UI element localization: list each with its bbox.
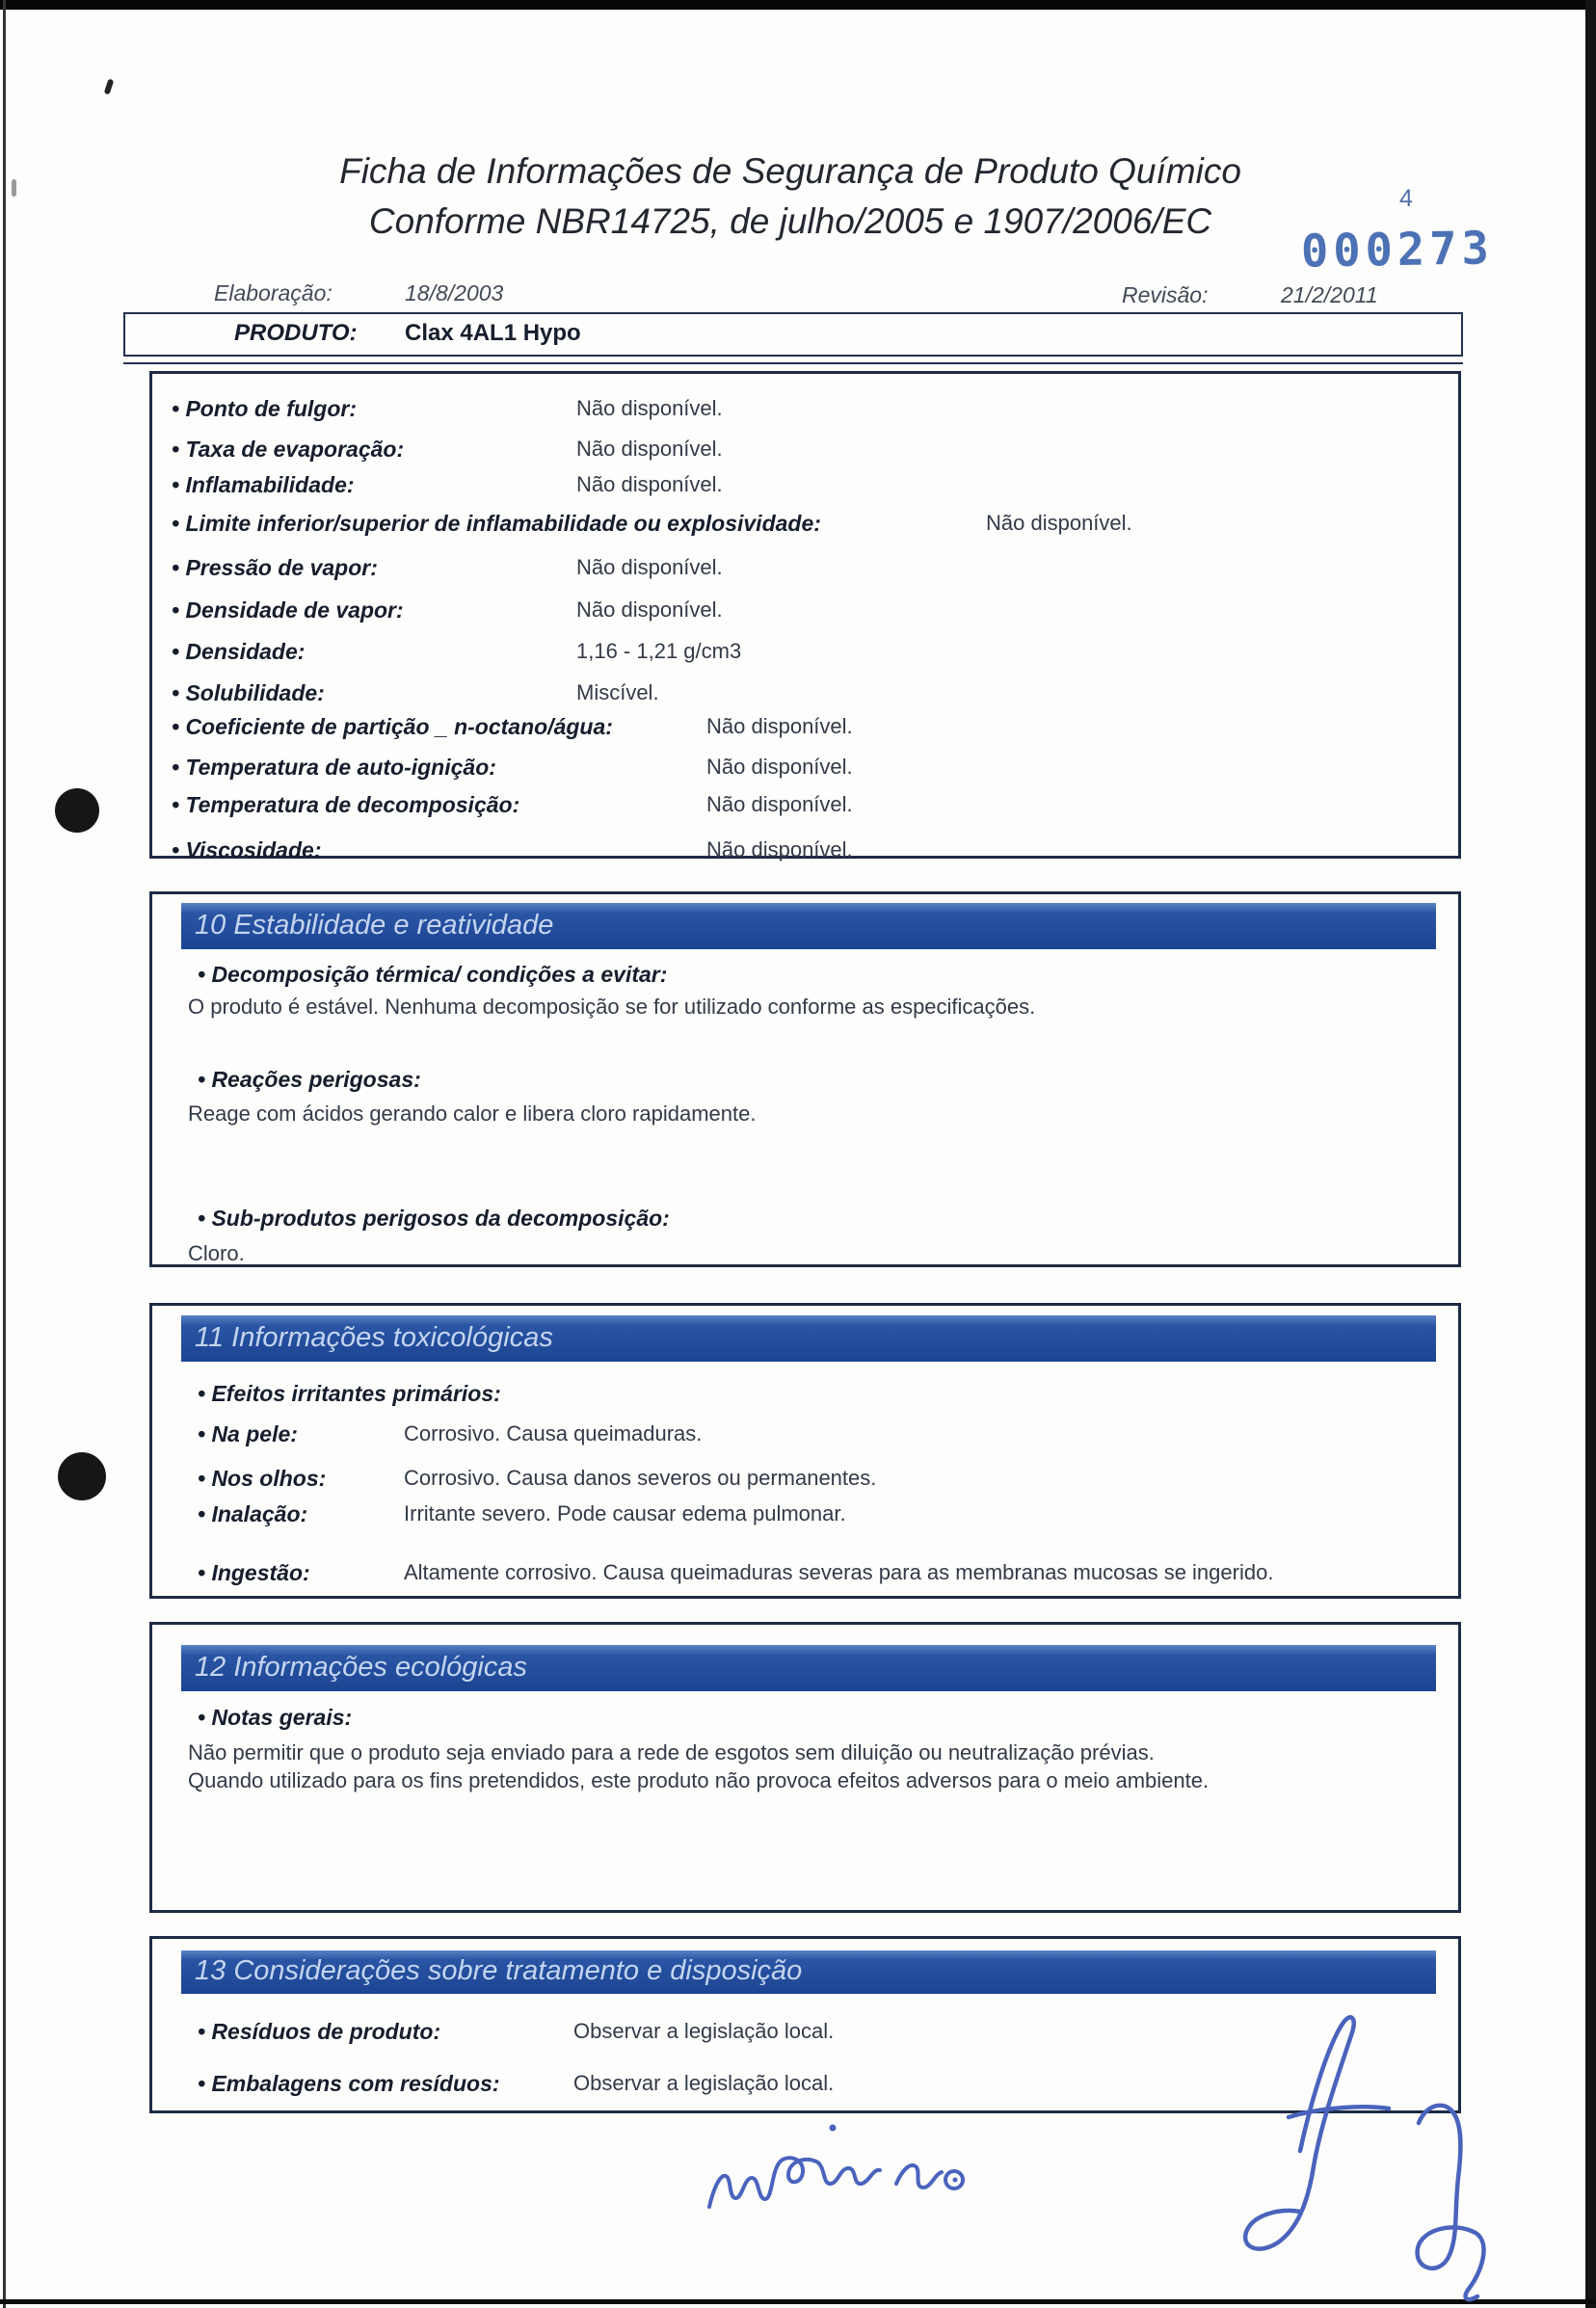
- property-value: Não disponível.: [576, 396, 723, 420]
- toxicology-label: • Na pele:: [198, 1421, 298, 1446]
- property-value: Não disponível.: [576, 555, 723, 579]
- property-row: [152, 792, 1458, 821]
- section-11-box: [149, 1303, 1461, 1599]
- document-title-line2: Conforme NBR14725, de julho/2005 e 1907/2006/EC: [368, 201, 1212, 241]
- property-label: • Pressão de vapor:: [172, 555, 378, 580]
- product-name: Clax 4AL1 Hypo: [405, 320, 581, 346]
- property-label: • Coeficiente de partição _ n-octano/água:: [172, 714, 613, 739]
- section-10-item-text: Reage com ácidos gerando calor e libera cloro rapidamente.: [188, 1101, 757, 1126]
- property-row: [152, 511, 1458, 540]
- property-row: [152, 714, 1458, 743]
- toxicology-row: [152, 1421, 1458, 1450]
- disposal-label: • Resíduos de produto:: [198, 2019, 441, 2044]
- disposal-label: • Embalagens com resíduos:: [198, 2071, 500, 2096]
- disposal-row: [152, 2019, 1458, 2048]
- toxicology-value: Irritante severo. Pode causar edema pulmonar.: [404, 1501, 846, 1525]
- section-10-banner: 10 Estabilidade e reatividade: [181, 903, 1436, 949]
- section-13-box: [149, 1936, 1461, 2113]
- disposal-row: [152, 2071, 1458, 2100]
- product-box-underline: [123, 362, 1463, 364]
- section-12-box: [149, 1622, 1461, 1913]
- hole-punch-mark: [55, 788, 99, 833]
- section-10-item-label: • Decomposição térmica/ condições a evitar:: [198, 962, 668, 987]
- property-row: [152, 472, 1458, 501]
- property-row: [152, 597, 1458, 626]
- section-12-banner: 12 Informações ecológicas: [181, 1645, 1436, 1691]
- product-label: PRODUTO:: [234, 320, 358, 346]
- property-value: Não disponível.: [576, 597, 723, 622]
- property-row: [152, 396, 1458, 425]
- toxicology-row: [152, 1560, 1458, 1589]
- scan-speck: [12, 179, 16, 197]
- hole-punch-mark: [58, 1452, 106, 1500]
- toxicology-row: [152, 1466, 1458, 1495]
- toxicology-label: • Nos olhos:: [198, 1466, 327, 1491]
- property-value: Não disponível.: [986, 511, 1132, 535]
- section-11-intro-label: • Efeitos irritantes primários:: [198, 1381, 501, 1406]
- scan-edge-left: [3, 0, 6, 2308]
- section-10-item-text: O produto é estável. Nenhuma decomposição se for utilizado conforme as especificações.: [188, 995, 1036, 1019]
- toxicology-label: • Ingestão:: [198, 1560, 310, 1585]
- disposal-value: Observar a legislação local.: [573, 2071, 835, 2095]
- property-value: Não disponível.: [706, 837, 853, 862]
- property-value: Não disponível.: [576, 437, 723, 461]
- property-label: • Ponto de fulgor:: [172, 396, 358, 421]
- elaboracao-label: Elaboração:: [214, 280, 332, 305]
- property-value: Não disponível.: [706, 714, 853, 738]
- section-10-item-label: • Reações perigosas:: [198, 1067, 421, 1092]
- control-number-stamp: 000273: [1300, 222, 1495, 279]
- document-title: [231, 146, 1349, 247]
- document-title-line1: Ficha de Informações de Segurança de Produto Químico: [339, 151, 1241, 191]
- property-label: • Solubilidade:: [172, 680, 325, 705]
- toxicology-value: Corrosivo. Causa danos severos ou permanentes.: [404, 1466, 877, 1490]
- elaboracao-date: 18/8/2003: [405, 280, 504, 305]
- section-12-label: • Notas gerais:: [198, 1705, 353, 1730]
- property-label: • Viscosidade:: [172, 837, 322, 862]
- property-label: • Taxa de evaporação:: [172, 437, 405, 462]
- toxicology-label: • Inalação:: [198, 1501, 308, 1526]
- property-label: • Densidade de vapor:: [172, 597, 404, 623]
- page-number: 4: [1399, 185, 1413, 212]
- toxicology-value: Corrosivo. Causa queimaduras.: [404, 1421, 703, 1446]
- property-value: Não disponível.: [706, 755, 853, 779]
- property-label: • Inflamabilidade:: [172, 472, 355, 497]
- scan-edge-right: [1585, 0, 1596, 2308]
- revisao-date: 21/2/2011: [1281, 282, 1378, 307]
- property-label: • Densidade:: [172, 639, 306, 664]
- property-label: • Temperatura de decomposição:: [172, 792, 520, 817]
- property-row: [152, 755, 1458, 783]
- property-label: • Temperatura de auto-ignição:: [172, 755, 496, 780]
- scan-speck: [104, 78, 115, 94]
- section-10-item-text: Cloro.: [188, 1241, 245, 1265]
- scan-edge-bottom: [0, 2299, 1596, 2304]
- toxicology-value: Altamente corrosivo. Causa queimaduras severas para as membranas mucosas se ingerido.: [404, 1560, 1274, 1584]
- property-row: [152, 437, 1458, 465]
- property-row: [152, 680, 1458, 709]
- property-row: [152, 555, 1458, 584]
- disposal-value: Observar a legislação local.: [573, 2019, 835, 2043]
- property-value: Miscível.: [576, 680, 659, 704]
- handwritten-note: [709, 2125, 963, 2208]
- scan-edge-top: [0, 0, 1596, 10]
- revisao-label: Revisão:: [1122, 282, 1209, 307]
- property-value: Não disponível.: [576, 472, 723, 496]
- section-12-text-line: Quando utilizado para os fins pretendidos, este produto não provoca efeitos adversos para o meio ambiente.: [188, 1768, 1210, 1792]
- section-13-banner: 13 Considerações sobre tratamento e disposição: [181, 1950, 1436, 1994]
- property-value: 1,16 - 1,21 g/cm3: [576, 639, 742, 663]
- physical-properties-box: [149, 371, 1461, 862]
- toxicology-row: [152, 1501, 1458, 1530]
- section-10-item-label: • Sub-produtos perigosos da decomposição:: [198, 1206, 670, 1231]
- property-row: [152, 837, 1458, 866]
- property-label: • Limite inferior/superior de inflamabilidade ou explosividade:: [172, 511, 821, 536]
- section-12-text-line: Não permitir que o produto seja enviado para a rede de esgotos sem diluição ou neutralização prévias.: [188, 1740, 1155, 1764]
- section-10-box: [149, 891, 1461, 1267]
- property-value: Não disponível.: [706, 792, 853, 816]
- property-row: [152, 639, 1458, 668]
- section-11-banner: 11 Informações toxicológicas: [181, 1315, 1436, 1362]
